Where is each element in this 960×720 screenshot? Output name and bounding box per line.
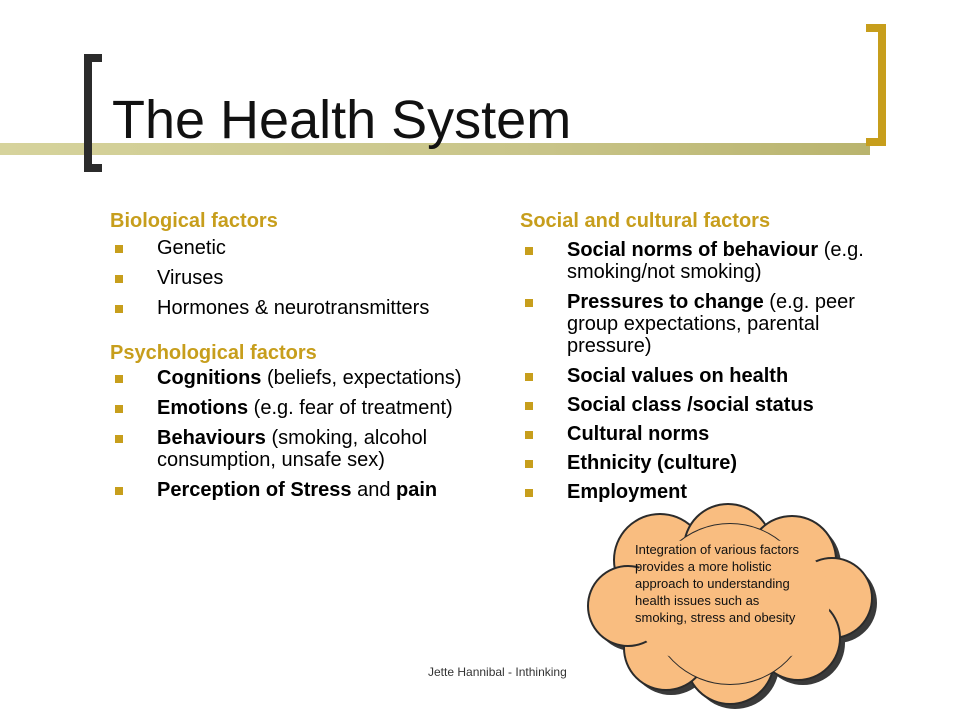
bullet-icon [525,460,533,468]
bullet-icon [115,405,123,413]
social-list [520,239,880,503]
callout-text: Integration of various factors provides a more holistic approach to understanding health issues such as smoking, stress and obesity [635,542,800,625]
bullet-icon [525,431,533,439]
list-item: Social class /social status [520,394,880,416]
list-item: Genetic [110,237,490,259]
bullet-icon [525,247,533,255]
list-item: Social values on health [520,365,880,387]
list-item: Ethnicity (culture) [520,452,880,474]
list-item: Cognitions (beliefs, expectations) [110,367,490,389]
list-item: Emotions (e.g. fear of treatment) [110,397,490,419]
list-item: Viruses [110,267,490,289]
psychological-heading: Psychological factors [110,342,317,364]
bullet-icon [525,299,533,307]
list-item: Hormones & neurotransmitters [110,297,490,319]
bullet-icon [525,373,533,381]
bullet-icon [115,245,123,253]
list-item: Pressures to change (e.g. peer group expectations, parental pressure) [520,291,880,357]
left-bracket-decoration [84,54,102,172]
list-item: Behaviours (smoking, alcohol consumption, unsafe sex) [110,427,490,471]
slide-title: The Health System [112,90,572,150]
psychological-list [110,367,490,501]
list-item: Social norms of behaviour (e.g. smoking/not smoking) [520,239,880,283]
social-heading: Social and cultural factors [520,210,771,232]
biological-heading: Biological factors [110,210,278,232]
list-item: Perception of Stress and pain [110,479,490,501]
biological-list [110,237,490,319]
bullet-icon [115,375,123,383]
right-column [520,209,880,503]
right-bracket-decoration [866,24,886,146]
bullet-icon [525,489,533,497]
list-item: Employment [520,481,880,503]
bullet-icon [115,305,123,313]
bullet-icon [115,275,123,283]
list-item: Cultural norms [520,423,880,445]
left-column [110,209,490,501]
bullet-icon [115,487,123,495]
bullet-icon [115,435,123,443]
footer-text: Jette Hannibal - Inthinking [428,665,567,679]
bullet-icon [525,402,533,410]
